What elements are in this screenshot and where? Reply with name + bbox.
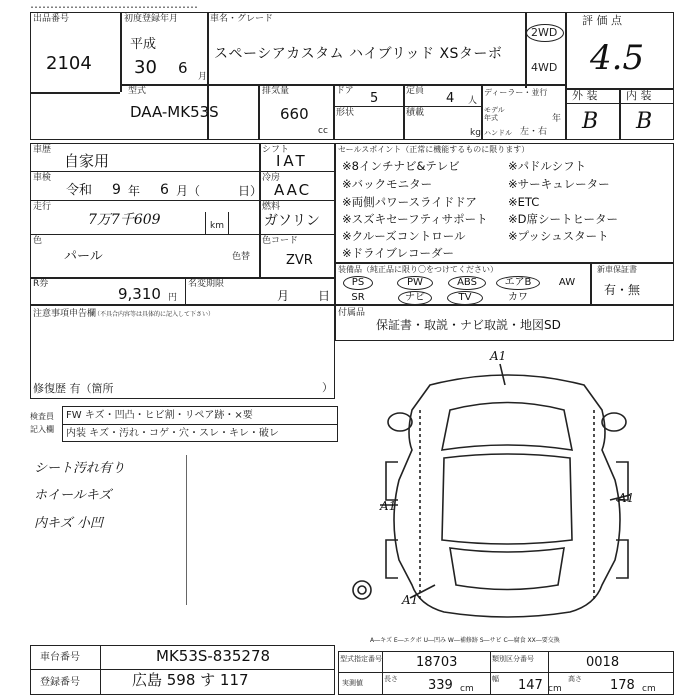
shape-label: 形状 bbox=[336, 108, 355, 118]
first-reg-month-unit: 月 bbox=[198, 72, 208, 82]
new-car-warranty-value: 有・無 bbox=[604, 283, 641, 297]
equip-item: ABS bbox=[457, 277, 477, 288]
capacity-label: 定員 bbox=[406, 86, 425, 96]
disp-value: 660 bbox=[280, 105, 309, 123]
inspector-interior-row: 内装 キズ・汚れ・コゲ・穴・スレ・キレ・破レ bbox=[66, 428, 279, 439]
capacity-value: 4 bbox=[446, 91, 455, 106]
repair-close: ） bbox=[322, 381, 333, 394]
inspection-era: 令和 bbox=[66, 183, 93, 198]
color-code-label: 色コード bbox=[262, 236, 299, 246]
dealer-label: ディーラー・並行 bbox=[484, 88, 548, 97]
equip-item: PW bbox=[407, 277, 423, 288]
drive-4wd: 4WD bbox=[531, 61, 558, 74]
sales-point: ※プッシュスタート bbox=[508, 229, 609, 243]
first-reg-year: 30 bbox=[134, 57, 157, 78]
recycle-label: R券 bbox=[33, 279, 49, 289]
load-label: 積載 bbox=[406, 108, 425, 118]
inspection-month: 6 bbox=[160, 182, 169, 198]
category-no-value: 0018 bbox=[586, 655, 620, 670]
equip-item: AW bbox=[558, 277, 576, 288]
registration-label: 登録番号 bbox=[40, 677, 80, 688]
history-label: 車歴 bbox=[33, 145, 52, 155]
top-strip: …………………………………… bbox=[30, 0, 198, 10]
length-unit: cm bbox=[460, 684, 474, 694]
notes-label: 注意事項申告欄 bbox=[33, 309, 97, 319]
height-label: 高さ bbox=[568, 675, 582, 683]
pen-stroke bbox=[186, 455, 187, 605]
color-value: パール bbox=[64, 249, 103, 264]
inspection-day-unit: 日） bbox=[238, 184, 263, 198]
equip-item: カワ bbox=[508, 292, 528, 303]
sales-points-label: セールスポイント（正常に機能するものに限ります） bbox=[338, 145, 530, 154]
chassis-label: 車台番号 bbox=[40, 652, 80, 663]
equip-item: PS bbox=[351, 277, 365, 288]
equip-item: エアB bbox=[504, 277, 532, 288]
actual-label: 実測値 bbox=[342, 679, 363, 687]
category-no-label: 類別区分番号 bbox=[492, 655, 534, 663]
inspection-label: 車検 bbox=[33, 173, 52, 183]
damage-mark-rear-left: A1 bbox=[402, 593, 419, 607]
extras-label: 付属品 bbox=[338, 308, 366, 318]
inspector-label: 検査員記入欄 bbox=[30, 412, 54, 434]
height-value: 178 bbox=[610, 678, 635, 693]
fuel-label: 燃料 bbox=[262, 202, 281, 212]
sales-point: ※ドライブレコーダー bbox=[342, 246, 454, 260]
sales-point: ※ETC bbox=[508, 195, 540, 209]
model-value: DAA-MK53S bbox=[130, 103, 219, 121]
width-unit: cm bbox=[548, 684, 562, 694]
model-year-label: モデル年式 bbox=[484, 106, 505, 122]
lot-number: 2104 bbox=[46, 53, 92, 74]
equipment-label: 装備品（純正品に限り〇をつけてください） bbox=[338, 265, 498, 274]
height-unit: cm bbox=[642, 684, 656, 694]
repair-label: 修復歴 有（箇所 bbox=[33, 382, 114, 395]
interior-grade: B bbox=[636, 109, 653, 134]
model-year-unit: 年 bbox=[552, 114, 562, 124]
sales-point: ※バックモニター bbox=[342, 177, 433, 191]
car-name-value: スペーシアカスタム ハイブリッド XSターボ bbox=[214, 46, 503, 62]
lot-label: 出品番号 bbox=[33, 14, 70, 24]
aircon-label: 冷房 bbox=[262, 173, 281, 183]
color-code-value: ZVR bbox=[286, 253, 313, 268]
sales-point: ※パドルシフト bbox=[508, 159, 587, 173]
extras-value: 保証書・取説・ナビ取説・地図SD bbox=[376, 318, 561, 332]
handwritten-note: シート汚れ有り bbox=[34, 461, 126, 476]
damage-legend: A―キズ E―エクボ U―凹み W―補修跡 S―サビ C―腐食 XX―要交換 bbox=[370, 637, 560, 644]
color-change-label: 色替 bbox=[232, 252, 251, 262]
fuel-value: ガソリン bbox=[264, 213, 320, 229]
drive-2wd: 2WD bbox=[531, 26, 558, 39]
shift-label: シフト bbox=[262, 145, 290, 155]
width-value: 147 bbox=[518, 678, 543, 693]
first-reg-month: 6 bbox=[178, 59, 188, 77]
sales-point: ※サーキュレーター bbox=[508, 177, 610, 191]
first-reg-label: 初度登録年月 bbox=[124, 14, 179, 24]
recycle-unit: 円 bbox=[168, 293, 178, 303]
mileage-value: 7万7千609 bbox=[88, 212, 161, 228]
handwritten-note: ホイールキズ bbox=[34, 488, 112, 503]
top-section bbox=[30, 12, 674, 140]
equip-item: TV bbox=[458, 292, 472, 303]
inspection-year-unit: 年 bbox=[128, 184, 141, 198]
handwritten-note: 内キズ 小凹 bbox=[34, 516, 103, 531]
inspection-year: 9 bbox=[112, 182, 121, 198]
score-label: 評 価 点 bbox=[582, 14, 622, 27]
sales-point: ※両側パワースライドドア bbox=[342, 195, 477, 209]
equip-item: SR bbox=[351, 292, 365, 303]
doors-label: ドア bbox=[336, 86, 354, 96]
handle-label: ハンドル bbox=[484, 129, 512, 137]
damage-mark-right: A1 bbox=[618, 491, 635, 505]
disp-label: 排気量 bbox=[262, 86, 290, 96]
length-value: 339 bbox=[428, 678, 453, 693]
interior-grade-label: 内 装 bbox=[626, 89, 652, 102]
type-designation-value: 18703 bbox=[416, 655, 458, 670]
model-label: 型式 bbox=[128, 86, 147, 96]
recycle-value: 9,310 bbox=[118, 285, 161, 303]
width-label: 幅 bbox=[492, 675, 499, 683]
sales-point: ※スズキセーフティサポート bbox=[342, 212, 488, 226]
type-designation-label: 型式指定番号 bbox=[340, 655, 382, 663]
doors-value: 5 bbox=[370, 91, 379, 106]
new-car-warranty-label: 新車保証書 bbox=[597, 265, 637, 274]
mileage-label: 走行 bbox=[33, 202, 52, 212]
load-unit: kg bbox=[470, 128, 481, 138]
notes-sublabel: （不具合内容等は具体的に記入して下さい） bbox=[94, 311, 215, 318]
handle-value: 左・右 bbox=[520, 127, 548, 137]
first-reg-era: 平成 bbox=[130, 37, 157, 52]
sales-point: ※8インチナビ&テレビ bbox=[342, 159, 460, 173]
score-value: 4.5 bbox=[590, 38, 645, 78]
inspector-exterior-row: FW キズ・凹凸・ヒビ割・リペア跡・×要 bbox=[66, 410, 253, 421]
inspection-month-unit: 月（ bbox=[176, 184, 201, 198]
history-value: 自家用 bbox=[64, 152, 110, 170]
equip-item: ナビ bbox=[405, 292, 425, 303]
exterior-grade: B bbox=[582, 109, 599, 134]
color-label: 色 bbox=[33, 236, 43, 246]
exterior-grade-label: 外 装 bbox=[572, 89, 598, 102]
sales-point: ※クルーズコントロール bbox=[342, 229, 466, 243]
disp-unit: cc bbox=[318, 126, 328, 136]
capacity-unit: 人 bbox=[468, 96, 478, 106]
sales-point: ※D席シートヒーター bbox=[508, 212, 619, 226]
registration-value: 広島 598 す 117 bbox=[132, 671, 249, 689]
name-change-month: 月 bbox=[277, 289, 290, 303]
name-change-day: 日 bbox=[318, 289, 331, 303]
shift-value: IAT bbox=[276, 152, 308, 170]
name-change-label: 名変期限 bbox=[188, 279, 225, 289]
damage-mark-left: A1 bbox=[380, 499, 397, 513]
chassis-value: MK53S-835278 bbox=[156, 647, 271, 665]
mileage-unit: km bbox=[210, 221, 224, 231]
length-label: 長さ bbox=[384, 675, 398, 683]
car-name-label: 車名・グレード bbox=[210, 14, 274, 24]
aircon-value: AAC bbox=[274, 181, 312, 199]
damage-mark-front: A1 bbox=[490, 349, 507, 363]
